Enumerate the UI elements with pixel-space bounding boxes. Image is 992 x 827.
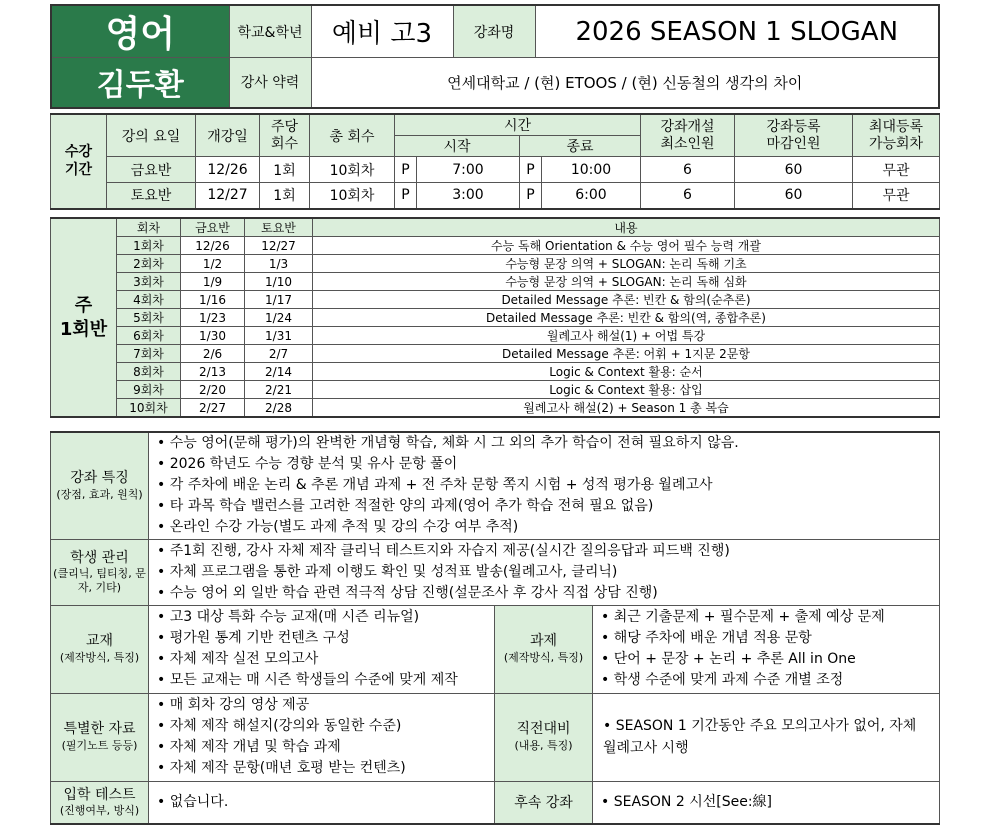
row-am-pm: P bbox=[520, 157, 542, 183]
schedule-row bbox=[51, 183, 940, 209]
entrance-subtitle: (진행여부, 방식) bbox=[59, 804, 140, 818]
session-sat-date: 2/14 bbox=[245, 363, 313, 381]
session-row bbox=[51, 345, 940, 363]
session-content: 월례고사 해설(1) + 어법 특강 bbox=[313, 327, 940, 345]
session-no: 6회차 bbox=[117, 327, 181, 345]
session-content: Detailed Message 추론: 빈칸 & 함의(순추론) bbox=[313, 291, 940, 309]
col-total: 총 회수 bbox=[310, 114, 395, 157]
session-content: 수능형 문장 의역 + SLOGAN: 논리 독해 심화 bbox=[313, 273, 940, 291]
list-item: • 최근 기출문제 + 필수문제 + 출제 예상 문제 bbox=[601, 607, 939, 628]
list-item: • 자체 제작 실전 모의고사 bbox=[157, 649, 494, 670]
session-fri-date: 2/6 bbox=[181, 345, 245, 363]
sessions-side-label: 주 1회반 bbox=[51, 218, 117, 417]
list-item: • 자체 제작 개념 및 학습 과제 bbox=[157, 737, 494, 758]
list-item: • 매 회차 강의 영상 제공 bbox=[157, 695, 494, 716]
sessions-table bbox=[50, 217, 940, 418]
session-no: 10회차 bbox=[117, 399, 181, 418]
session-sat-date: 2/7 bbox=[245, 345, 313, 363]
schedule-row bbox=[51, 157, 940, 183]
course-label: 강좌명 bbox=[453, 5, 535, 58]
list-item: • 온라인 수강 가능(별도 과제 추적 및 강의 수강 여부 추적) bbox=[157, 517, 939, 538]
session-row bbox=[51, 327, 940, 345]
session-content: Detailed Message 추론: 어휘 + 1지문 2문항 bbox=[313, 345, 940, 363]
header-table bbox=[50, 4, 940, 109]
col-time-end: 종료 bbox=[520, 136, 641, 157]
schedule-side-label: 수강 기간 bbox=[51, 114, 107, 209]
textbook-title: 교재 bbox=[85, 633, 114, 650]
course-title: 2026 SEASON 1 SLOGAN bbox=[535, 5, 939, 58]
session-fri-date: 2/13 bbox=[181, 363, 245, 381]
col-time-start: 시작 bbox=[395, 136, 520, 157]
session-fri-date: 1/23 bbox=[181, 309, 245, 327]
row-day: 토요반 bbox=[107, 183, 196, 209]
col-day: 강의 요일 bbox=[107, 114, 196, 157]
list-item: • 수능 영어(문해 평가)의 완벽한 개념형 학습, 체화 시 그 외의 추가 학습이 전혀 필요하지 않음. bbox=[157, 433, 939, 454]
col-fri: 금요반 bbox=[181, 218, 245, 237]
row-max: 60 bbox=[735, 157, 853, 183]
col-weekly: 주당 회수 bbox=[260, 114, 310, 157]
session-content: Logic & Context 활용: 순서 bbox=[313, 363, 940, 381]
textbook-subtitle: (제작방식, 특징) bbox=[59, 650, 140, 664]
session-row bbox=[51, 237, 940, 255]
col-late: 최대등록 가능회차 bbox=[853, 114, 940, 157]
subject-cell bbox=[51, 5, 229, 58]
row-weekly: 1회 bbox=[260, 183, 310, 209]
list-item: • 자체 제작 해설지(강의와 동일한 수준) bbox=[157, 716, 494, 737]
session-row bbox=[51, 273, 940, 291]
list-item: • 평가원 통계 기반 컨텐츠 구성 bbox=[157, 628, 494, 649]
row-total: 10회차 bbox=[310, 157, 395, 183]
row-am-pm: P bbox=[395, 157, 417, 183]
row-am-pm: P bbox=[520, 183, 542, 209]
session-content: 수능 독해 Orientation & 수능 영어 필수 능력 개괄 bbox=[313, 237, 940, 255]
session-no: 5회차 bbox=[117, 309, 181, 327]
materials-subtitle: (필기노트 등등) bbox=[61, 738, 138, 752]
row-end-time: 10:00 bbox=[542, 157, 641, 183]
list-item: • 단어 + 문장 + 논리 + 추론 All in One bbox=[601, 649, 939, 670]
list-item: • 수능 영어 외 일반 학습 관련 적극적 상담 진행(설문조사 후 강사 직접 상담 진행) bbox=[157, 583, 939, 604]
homework-title: 과제 bbox=[529, 633, 558, 650]
row-min: 6 bbox=[641, 157, 735, 183]
session-sat-date: 12/27 bbox=[245, 237, 313, 255]
session-content: 월례고사 해설(2) + Season 1 총 복습 bbox=[313, 399, 940, 418]
session-sat-date: 2/21 bbox=[245, 381, 313, 399]
row-am-pm: P bbox=[395, 183, 417, 209]
session-fri-date: 1/2 bbox=[181, 255, 245, 273]
list-item: • 해당 주차에 배운 개념 적용 문항 bbox=[601, 628, 939, 649]
entrance-text: • 없습니다. bbox=[157, 792, 494, 813]
row-start-time: 3:00 bbox=[417, 183, 520, 209]
col-min: 강좌개설 최소인원 bbox=[641, 114, 735, 157]
management-title: 학생 관리 bbox=[70, 549, 129, 566]
school-label: 학교&학년 bbox=[229, 5, 311, 58]
row-day: 금요반 bbox=[107, 157, 196, 183]
col-sat: 토요반 bbox=[245, 218, 313, 237]
subject: 영어 bbox=[105, 14, 176, 55]
session-fri-date: 2/27 bbox=[181, 399, 245, 418]
session-content: 수능형 문장 의역 + SLOGAN: 논리 독해 기초 bbox=[313, 255, 940, 273]
session-no: 9회차 bbox=[117, 381, 181, 399]
entrance-text-cell bbox=[149, 781, 495, 824]
row-late: 무관 bbox=[853, 157, 940, 183]
row-total: 10회차 bbox=[310, 183, 395, 209]
row-late: 무관 bbox=[853, 183, 940, 209]
session-no: 7회차 bbox=[117, 345, 181, 363]
school-value: 예비 고3 bbox=[311, 5, 453, 58]
list-item: • 자체 제작 문항(매년 호평 받는 컨텐츠) bbox=[157, 758, 494, 779]
session-content: Detailed Message 추론: 빈칸 & 함의(역, 종합추론) bbox=[313, 309, 940, 327]
features-subtitle: (장점, 효과, 원칙) bbox=[56, 487, 143, 501]
list-item: • 2026 학년도 수능 경향 분석 및 유사 문항 풀이 bbox=[157, 454, 939, 475]
materials-title: 특별한 자료 bbox=[63, 721, 136, 738]
entrance-title-cell bbox=[51, 781, 149, 824]
session-row bbox=[51, 363, 940, 381]
row-start-date: 12/27 bbox=[196, 183, 260, 209]
row-min: 6 bbox=[641, 183, 735, 209]
list-item: • 자체 프로그램을 통한 과제 이행도 확인 및 성적표 발송(월례고사, 클리닉) bbox=[157, 562, 939, 583]
col-start-date: 개강일 bbox=[196, 114, 260, 157]
homework-list bbox=[593, 605, 940, 693]
homework-title-cell bbox=[495, 605, 593, 693]
list-item: • 각 주차에 배운 논리 & 추론 개념 과제 + 전 주차 문항 쪽지 시험 + 성적 평가용 월례고사 bbox=[157, 475, 939, 496]
session-no: 3회차 bbox=[117, 273, 181, 291]
exam-prep-subtitle: (내용, 특징) bbox=[514, 738, 573, 752]
features-list bbox=[149, 432, 940, 539]
session-sat-date: 2/28 bbox=[245, 399, 313, 418]
list-item: • 고3 대상 특화 수능 교재(매 시즌 리뉴얼) bbox=[157, 607, 494, 628]
session-content: Logic & Context 활용: 삽입 bbox=[313, 381, 940, 399]
session-fri-date: 2/20 bbox=[181, 381, 245, 399]
session-fri-date: 1/30 bbox=[181, 327, 245, 345]
col-session-no: 회차 bbox=[117, 218, 181, 237]
list-item: • 학생 수준에 맞게 과제 수준 개별 조정 bbox=[601, 670, 939, 691]
session-row bbox=[51, 381, 940, 399]
list-item: • 타 과목 학습 밸런스를 고려한 적절한 양의 과제(영어 추가 학습 전혀 필요 없음) bbox=[157, 496, 939, 517]
followup-title: 후속 강좌 bbox=[495, 781, 593, 824]
teacher-name: 김두환 bbox=[96, 68, 184, 104]
materials-list bbox=[149, 693, 495, 781]
followup-text-cell bbox=[593, 781, 940, 824]
list-item: • 모든 교재는 매 시즌 학생들의 수준에 맞게 제작 bbox=[157, 670, 494, 691]
entrance-title: 입학 테스트 bbox=[63, 786, 136, 803]
session-no: 4회차 bbox=[117, 291, 181, 309]
session-fri-date: 1/16 bbox=[181, 291, 245, 309]
row-weekly: 1회 bbox=[260, 157, 310, 183]
list-item: • 주1회 진행, 강사 자체 제작 클리닉 테스트지와 자습지 제공(실시간 질의응답과 피드백 진행) bbox=[157, 541, 939, 562]
session-row bbox=[51, 255, 940, 273]
session-no: 2회차 bbox=[117, 255, 181, 273]
session-sat-date: 1/24 bbox=[245, 309, 313, 327]
session-row bbox=[51, 399, 940, 418]
teacher-cell bbox=[51, 58, 229, 108]
session-fri-date: 1/9 bbox=[181, 273, 245, 291]
exam-prep-title-cell bbox=[495, 693, 593, 781]
management-subtitle: (클리닉, 팀티칭, 문자, 기타) bbox=[53, 567, 146, 594]
session-no: 8회차 bbox=[117, 363, 181, 381]
session-row bbox=[51, 291, 940, 309]
row-start-time: 7:00 bbox=[417, 157, 520, 183]
col-max: 강좌등록 마감인원 bbox=[735, 114, 853, 157]
details-table bbox=[50, 431, 940, 825]
management-list bbox=[149, 539, 940, 605]
row-max: 60 bbox=[735, 183, 853, 209]
col-time: 시간 bbox=[395, 114, 641, 136]
bio-label: 강사 약력 bbox=[229, 58, 311, 108]
homework-subtitle: (제작방식, 특징) bbox=[503, 650, 584, 664]
features-title: 강좌 특징 bbox=[70, 470, 129, 487]
session-row bbox=[51, 309, 940, 327]
textbook-list bbox=[149, 605, 495, 693]
materials-title-cell bbox=[51, 693, 149, 781]
followup-text: • SEASON 2 시선[See:線] bbox=[601, 792, 939, 813]
session-sat-date: 1/17 bbox=[245, 291, 313, 309]
session-sat-date: 1/10 bbox=[245, 273, 313, 291]
col-content: 내용 bbox=[313, 218, 940, 237]
session-no: 1회차 bbox=[117, 237, 181, 255]
exam-prep-text: • SEASON 1 기간동안 주요 모의고사가 없어, 자체 월례고사 시행 bbox=[593, 693, 940, 781]
schedule-table bbox=[50, 113, 940, 210]
row-start-date: 12/26 bbox=[196, 157, 260, 183]
management-title-cell bbox=[51, 539, 149, 605]
row-end-time: 6:00 bbox=[542, 183, 641, 209]
session-fri-date: 12/26 bbox=[181, 237, 245, 255]
features-title-cell bbox=[51, 432, 149, 539]
session-sat-date: 1/31 bbox=[245, 327, 313, 345]
exam-prep-title: 직전대비 bbox=[516, 721, 571, 738]
textbook-title-cell bbox=[51, 605, 149, 693]
bio-value: 연세대학교 / (현) ETOOS / (현) 신동철의 생각의 차이 bbox=[311, 58, 939, 108]
session-sat-date: 1/3 bbox=[245, 255, 313, 273]
